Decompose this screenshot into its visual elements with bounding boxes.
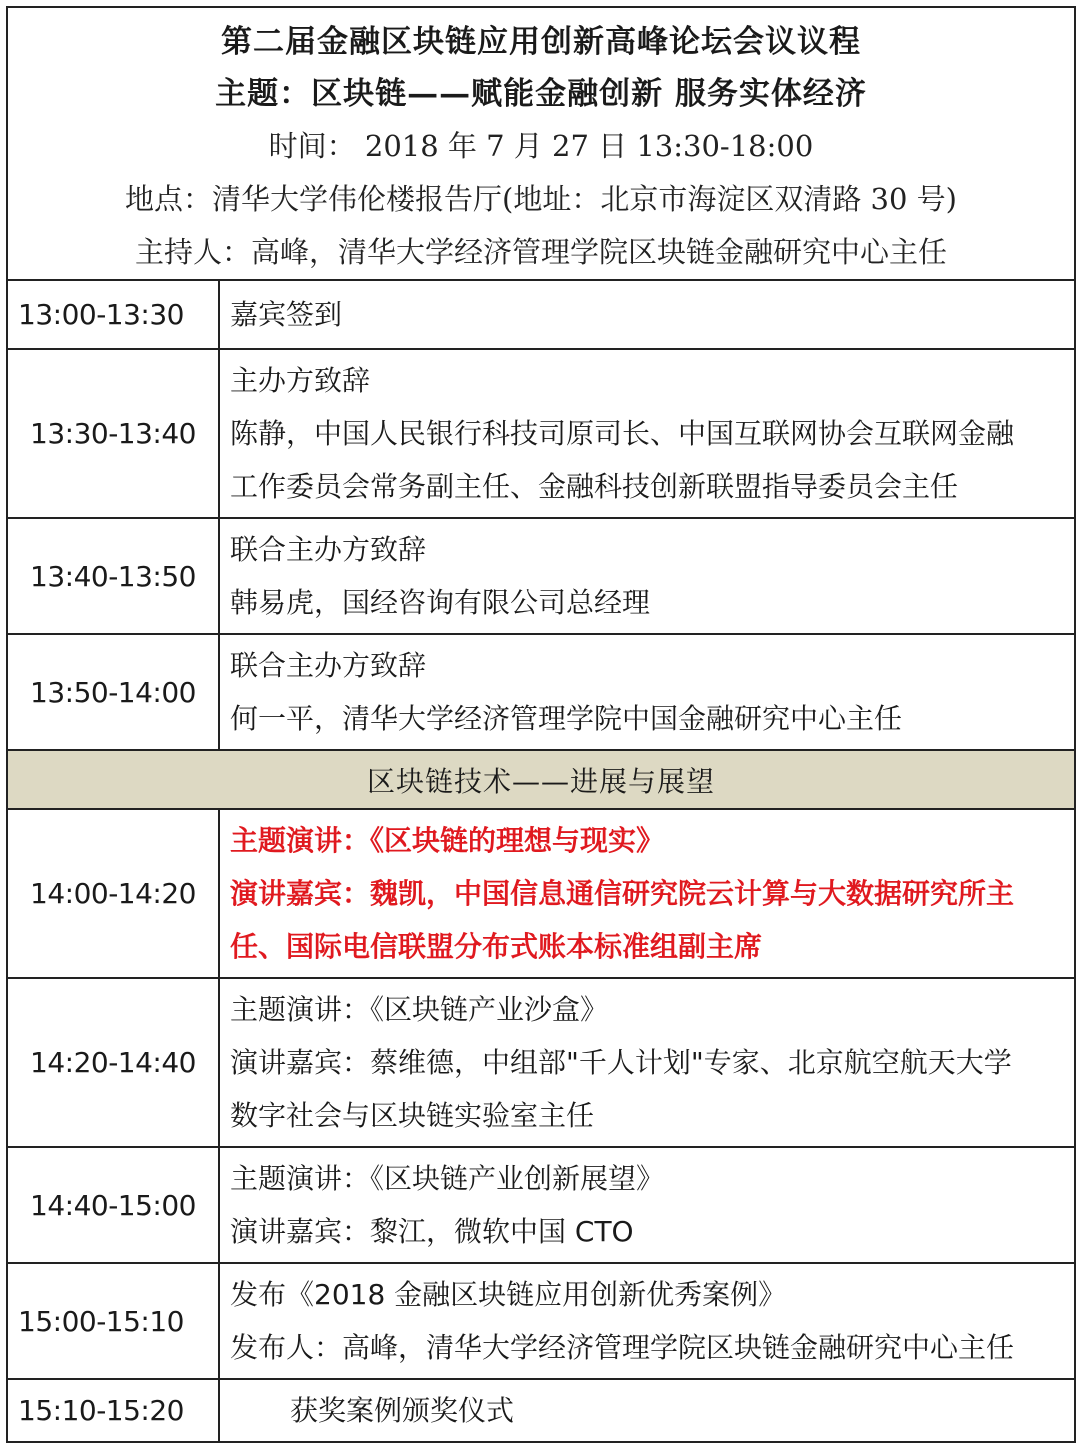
content-cell (219, 1147, 1075, 1263)
agenda-theme: 主题：区块链——赋能金融创新 服务实体经济 (215, 76, 867, 112)
content-cell (219, 280, 1075, 349)
content-cell (219, 518, 1075, 634)
content-line: 联合主办方致辞 (230, 649, 427, 682)
time-cell: 14:00-14:20 (7, 809, 219, 978)
content-line: 韩易虎，国经咨询有限公司总经理 (230, 586, 651, 619)
content-cell (219, 809, 1075, 978)
content-cell (219, 978, 1075, 1147)
time-cell: 13:40-13:50 (7, 518, 219, 634)
content-line: 演讲嘉宾：魏凯，中国信息通信研究院云计算与大数据研究所主 (230, 877, 1015, 910)
agenda-title: 第二届金融区块链应用创新高峰论坛会议议程 (221, 24, 861, 60)
content-line: 演讲嘉宾：黎江，微软中国 CTO (230, 1215, 634, 1248)
time-cell: 13:50-14:00 (7, 634, 219, 750)
content-line: 工作委员会常务副主任、金融科技创新联盟指导委员会主任 (230, 470, 959, 503)
agenda-table (6, 6, 1076, 1443)
table-row (7, 1147, 1075, 1263)
content-cell (219, 349, 1075, 518)
content-line: 主办方致辞 (230, 364, 371, 397)
time-cell: 13:00-13:30 (7, 280, 219, 349)
content-line: 主题演讲：《区块链的理想与现实》 (230, 824, 665, 857)
content-line: 演讲嘉宾：蔡维德，中组部"千人计划"专家、北京航空航天大学 (230, 1046, 1012, 1079)
content-line: 陈静，中国人民银行科技司原司长、中国互联网协会互联网金融 (230, 417, 1015, 450)
content-line: 发布人：高峰，清华大学经济管理学院区块链金融研究中心主任 (230, 1331, 1015, 1364)
content-line: 嘉宾签到 (230, 298, 343, 331)
content-line: 何一平，清华大学经济管理学院中国金融研究中心主任 (230, 702, 903, 735)
content-line: 联合主办方致辞 (230, 533, 427, 566)
content-cell (219, 1263, 1075, 1379)
agenda-time: 时间： 2018 年 7 月 27 日 13:30-18:00 (268, 129, 814, 163)
table-row (7, 978, 1075, 1147)
content-line: 主题演讲：《区块链产业创新展望》 (230, 1162, 665, 1195)
table-row (7, 1379, 1075, 1442)
table-row (7, 634, 1075, 750)
content-line: 获奖案例颁奖仪式 (290, 1394, 515, 1427)
agenda-host: 主持人：高峰，清华大学经济管理学院区块链金融研究中心主任 (134, 235, 947, 269)
time-cell: 14:20-14:40 (7, 978, 219, 1147)
agenda-venue: 地点：清华大学伟伦楼报告厅(地址：北京市海淀区双清路 30 号) (125, 182, 957, 216)
header-cell (7, 7, 1075, 280)
content-cell (219, 1379, 1075, 1442)
header-row (7, 7, 1075, 280)
content-line: 发布《2018 金融区块链应用创新优秀案例》 (230, 1278, 787, 1311)
content-line: 任、国际电信联盟分布式账本标准组副主席 (230, 930, 763, 963)
table-row-highlight (7, 809, 1075, 978)
time-cell: 14:40-15:00 (7, 1147, 219, 1263)
table-row (7, 518, 1075, 634)
table-row (7, 349, 1075, 518)
time-cell: 15:10-15:20 (7, 1379, 219, 1442)
content-line: 主题演讲：《区块链产业沙盒》 (230, 993, 609, 1026)
section-title: 区块链技术——进展与展望 (7, 750, 1075, 809)
table-row (7, 280, 1075, 349)
table-row (7, 1263, 1075, 1379)
time-cell: 15:00-15:10 (7, 1263, 219, 1379)
section-row (7, 750, 1075, 809)
content-cell (219, 634, 1075, 750)
content-line: 数字社会与区块链实验室主任 (230, 1099, 595, 1132)
time-cell: 13:30-13:40 (7, 349, 219, 518)
